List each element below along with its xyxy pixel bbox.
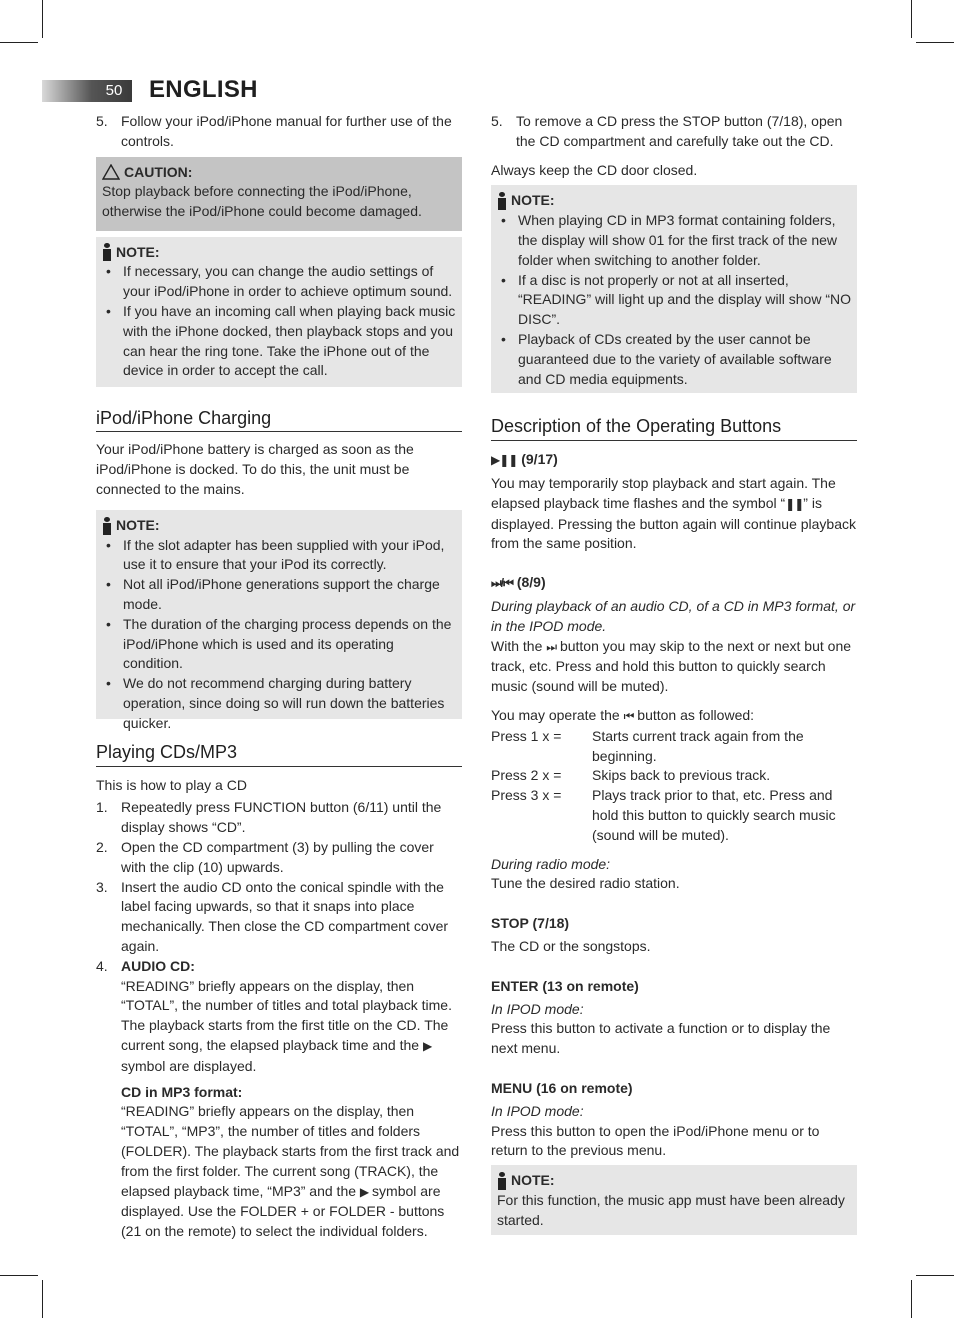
list-item: • The duration of the charging process depends on the iPod/iPhone which is used and its operating condition.: [102, 615, 456, 674]
language-title: ENGLISH: [149, 76, 258, 103]
audio-cd-title: AUDIO CD:: [121, 957, 195, 974]
previous-icon: ⏮: [623, 708, 634, 723]
paragraph: Press this button to activate a function or to display the next menu.: [491, 1020, 831, 1057]
list-item: 1. Repeatedly press FUNCTION button (6/11) until the display shows “CD”.: [96, 799, 442, 836]
play-pause-title: ▶❚❚ (9/17): [491, 451, 558, 468]
stop-title: STOP (7/18): [491, 915, 570, 932]
step-list: [491, 112, 857, 152]
italic-note: During playback of an audio CD, of a CD in MP3 format, or in the IPOD mode.: [491, 597, 856, 634]
list-item: • If necessary, you can change the audio settings of your iPod/iPhone in order to achieve optimum sound.: [102, 262, 456, 302]
list-item: • If a disc is not properly or not at all inserted, “READING” will light up and the display will show “NO DISC”.: [497, 271, 851, 330]
paragraph: “READING” briefly appears on the display, then “TOTAL”, “MP3”, the number of titles and folders (FOLDER). The playback starts from the first track and from the first folder. The current song (TRACK), the elapsed playback time, “MP3” and the ▶ symbol are displayed. Use the FOLDER + or FOLDER - buttons (21 on the remote) to select the individual folders.: [121, 1103, 460, 1240]
section-heading: Playing CDs/MP3: [96, 743, 462, 767]
crop-mark: [916, 42, 954, 43]
press-row: Press 1 x = Starts current track again from the beginning.: [491, 727, 804, 764]
skip-title: ⏭/⏮ (8/9): [491, 574, 546, 591]
section-heading: Description of the Operating Buttons: [491, 417, 857, 441]
crop-mark: [42, 0, 43, 38]
note-box: [491, 185, 857, 393]
crop-mark: [911, 0, 912, 38]
note-title: NOTE:: [116, 243, 160, 260]
note-title: NOTE:: [511, 192, 555, 209]
section-heading: iPod/iPhone Charging: [96, 409, 462, 433]
list-item: 4. AUDIO CD: “READING” briefly appears on the display, then “TOTAL”, the number of titles and total playback time. The playback starts from the first title on the CD. The current song, the elapsed playback time and the ▶ symbol are displayed. CD in MP3 format: “READING” briefly appears on the display, then “TOTAL”, “MP3”, the number of titles and folders (FOLDER). The playback starts from the first track and from the first folder. The current song (TRACK), the elapsed playback time, “MP3” and the ▶ symbol are displayed. Use the FOLDER + or FOLDER - buttons (21 on the remote) to select the individual folders.: [96, 957, 462, 1242]
list-item: • Playback of CDs created by the user cannot be guaranteed due to the variety of available software and CD media equipments.: [497, 330, 851, 389]
paragraph: You may temporarily stop playback and start again. The elapsed playback time flashes and the symbol “❚❚” is displayed. Pressing the button again will continue playback from the same position.: [491, 474, 857, 552]
warning-icon: [102, 164, 120, 180]
info-icon: [102, 517, 112, 535]
paragraph: Always keep the CD door closed.: [491, 161, 698, 178]
paragraph: The CD or the songstops.: [491, 937, 651, 954]
note-text: For this function, the music app must have been already started.: [497, 1191, 845, 1228]
note-box: [96, 237, 462, 387]
info-icon: [497, 1172, 507, 1190]
italic-note: In IPOD mode:: [491, 1102, 584, 1119]
paragraph: Press this button to open the iPod/iPhone menu or to return to the previous menu.: [491, 1122, 820, 1159]
list-item: • Not all iPod/iPhone generations support the charge mode.: [102, 575, 456, 615]
subheading: This is how to play a CD: [96, 776, 247, 793]
paragraph: You may operate the ⏮ button as followed:: [491, 706, 755, 723]
crop-mark: [0, 42, 38, 43]
info-icon: [102, 243, 112, 261]
caution-box: [96, 157, 462, 231]
press-row: Press 3 x = Plays track prior to that, etc. Press and hold this button to quickly search music (sound will be muted).: [491, 787, 836, 843]
italic-note: In IPOD mode:: [491, 1000, 584, 1017]
play-pause-icon: ▶❚❚: [491, 453, 518, 468]
crop-mark: [42, 1280, 43, 1318]
step-list: [96, 112, 462, 152]
skip-icon: ⏭/⏮: [491, 576, 513, 591]
pause-icon: ❚❚: [785, 496, 804, 511]
italic-note: During radio mode:: [491, 855, 611, 872]
play-icon: ▶: [359, 1184, 369, 1199]
right-column: [491, 112, 857, 1235]
left-column: [96, 112, 462, 1242]
menu-title: MENU (16 on remote): [491, 1079, 633, 1096]
next-icon: ⏭: [546, 639, 557, 654]
mp3-format-title: CD in MP3 format:: [121, 1083, 243, 1100]
step-list: [96, 798, 462, 1242]
paragraph: Tune the desired radio station.: [491, 875, 680, 892]
crop-mark: [916, 1275, 954, 1276]
list-item: 5. Follow your iPod/iPhone manual for further use of the controls.: [96, 113, 452, 149]
caution-text: Stop playback before connecting the iPod/iPhone, otherwise the iPod/iPhone could become damaged.: [102, 183, 422, 220]
paragraph: “READING” briefly appears on the display, then “TOTAL”, the number of titles and total playback time. The playback starts from the first title on the CD. The current song, the elapsed playback time and the ▶ symbol are displayed.: [121, 977, 452, 1074]
list-item: 2. Open the CD compartment (3) by pulling the cover with the clip (10) upwards.: [96, 838, 434, 875]
list-item: • If the slot adapter has been supplied with your iPod, use it to ensure that your iPod its correctly.: [102, 536, 456, 576]
list-item: 5. To remove a CD press the STOP button (7/18), open the CD compartment and carefully take out the CD.: [491, 113, 843, 149]
play-icon: ▶: [422, 1038, 432, 1053]
info-icon: [497, 192, 507, 210]
note-title: NOTE:: [116, 516, 160, 533]
list-item: 3. Insert the audio CD onto the conical spindle with the label facing upwards, so that it snaps into place mechanically. Then close the CD compartment cover again.: [96, 878, 449, 954]
note-box: [491, 1165, 857, 1235]
list-item: • If you have an incoming call when playing back music with the iPhone docked, then playback stops and you can hear the ring tone. Take the iPhone out of the device in order to accept the call.: [102, 302, 456, 381]
crop-mark: [911, 1280, 912, 1318]
paragraph: Your iPod/iPhone battery is charged as soon as the iPod/iPhone is docked. To do this, the unit must be connected to the mains.: [96, 441, 414, 497]
crop-mark: [0, 1275, 38, 1276]
list-item: • When playing CD in MP3 format containing folders, the display will show 01 for the first track of the new folder when switching to another folder.: [497, 211, 851, 270]
note-title: NOTE:: [511, 1172, 555, 1189]
paragraph: With the ⏭ button you may skip to the next or next but one track, etc. Press and hold this button to quickly search music (sound will be muted).: [491, 637, 852, 695]
caution-title: CAUTION:: [124, 163, 193, 180]
list-item: • We do not recommend charging during battery operation, since doing so will run down the batteries quicker.: [102, 674, 456, 733]
enter-title: ENTER (13 on remote): [491, 977, 639, 994]
page-number: 50: [105, 82, 123, 99]
press-row: Press 2 x = Skips back to previous track.: [491, 767, 771, 784]
note-box: [96, 510, 462, 731]
